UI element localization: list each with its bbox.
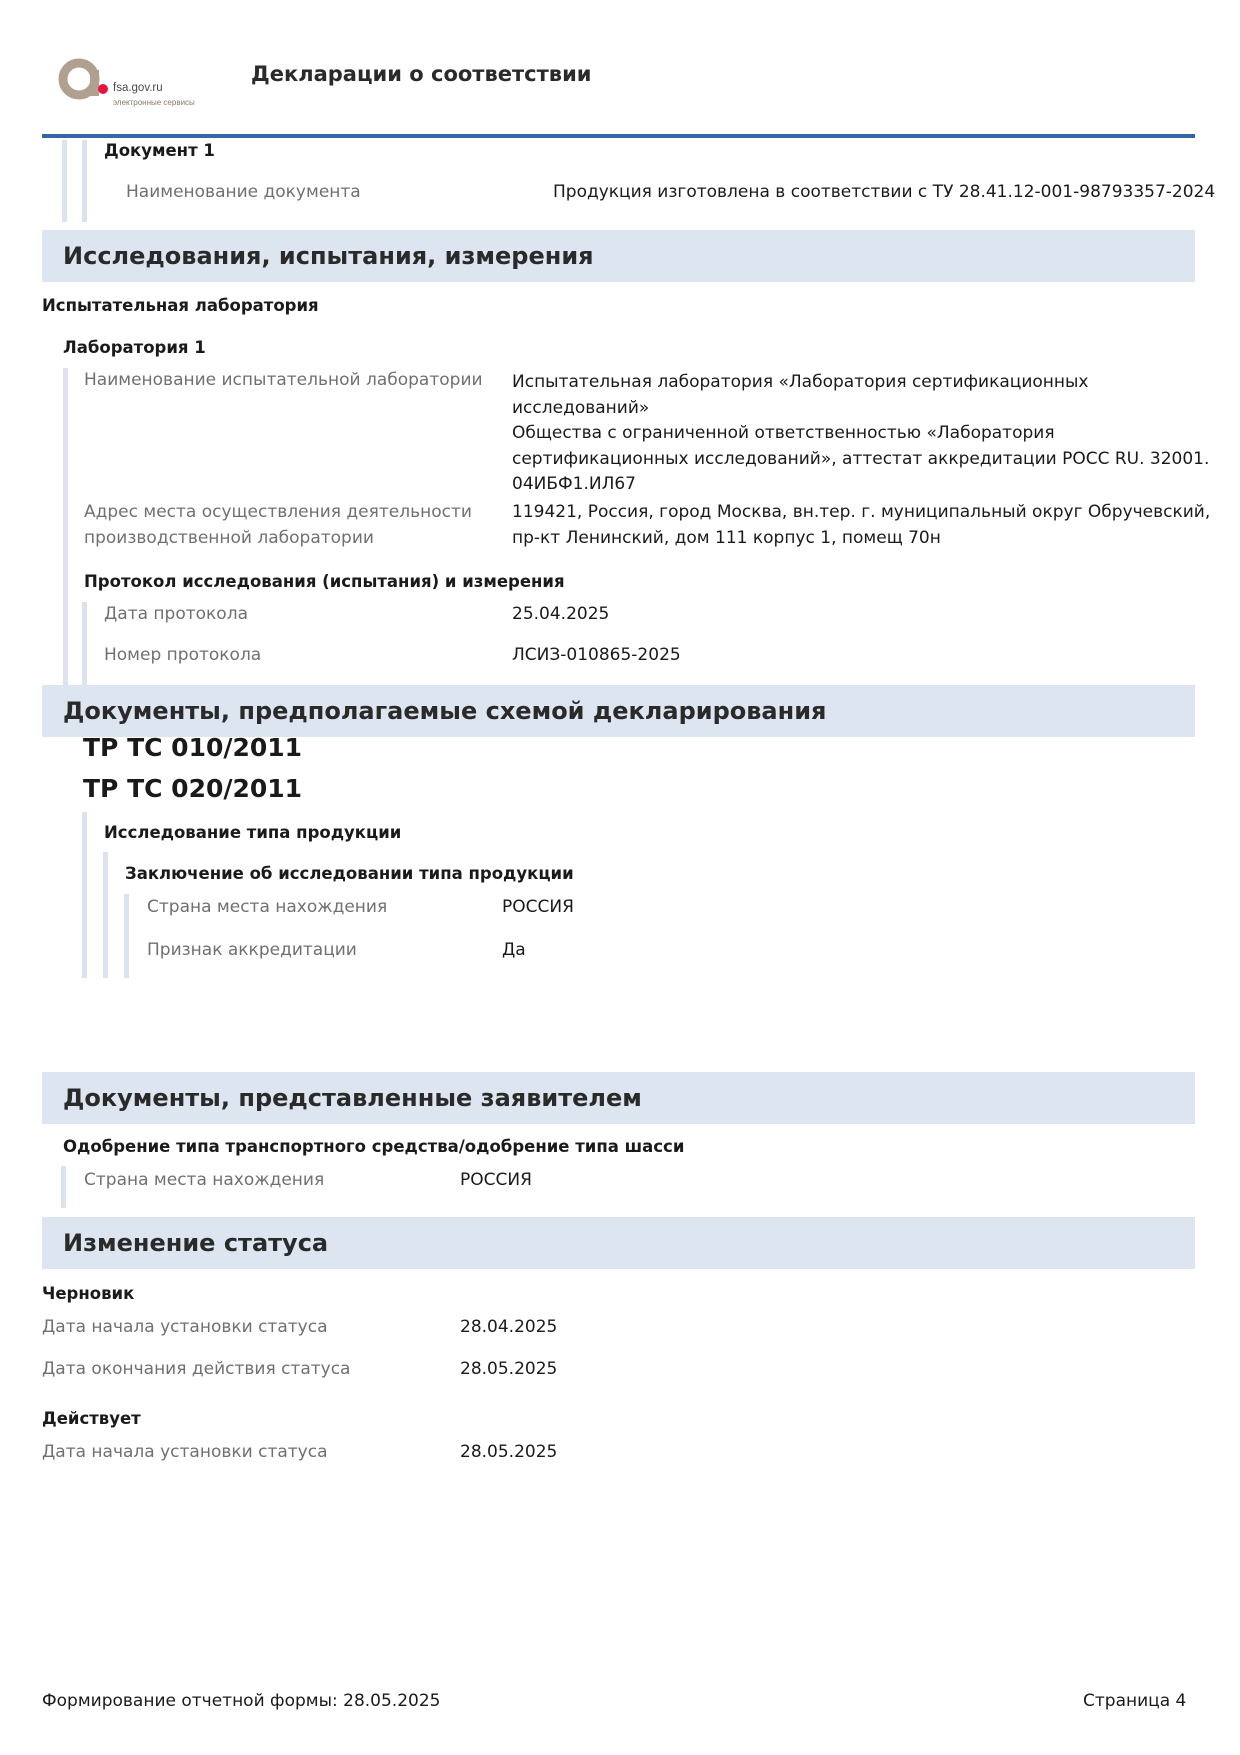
protocol-heading: Протокол исследования (испытания) и измерения bbox=[84, 572, 565, 591]
lab-name-label: Наименование испытательной лаборатории bbox=[84, 370, 483, 390]
lab-name-value bbox=[512, 370, 1209, 498]
lab-address-line: пр-кт Ленинский, дом 111 корпус 1, помещ 70н bbox=[512, 528, 941, 548]
approval-country-label: Страна места нахождения bbox=[84, 1170, 325, 1190]
lab-heading: Испытательная лаборатория bbox=[42, 296, 319, 315]
logo-domain: fsa.gov.ru bbox=[113, 82, 163, 94]
document-bar-outer bbox=[62, 140, 67, 222]
document-name-value: Продукция изготовлена в соответствии с ТУ 28.41.12-001-98793357-2024 bbox=[553, 182, 1216, 202]
conclusion-country-label: Страна места нахождения bbox=[147, 897, 388, 917]
page-title: Декларации о соответствии bbox=[251, 62, 592, 86]
protocol-number-value: ЛСИЗ-010865-2025 bbox=[512, 645, 681, 665]
section-research-title: Исследования, испытания, измерения bbox=[63, 242, 594, 270]
lab-address-line: 119421, Россия, город Москва, вн.тер. г. муниципальный округ Обручевский, bbox=[512, 502, 1211, 522]
lab-bar bbox=[63, 368, 68, 688]
draft-end-value: 28.05.2025 bbox=[460, 1359, 558, 1379]
status-draft-heading: Черновик bbox=[42, 1284, 135, 1303]
draft-start-value: 28.04.2025 bbox=[460, 1317, 558, 1337]
section-research bbox=[42, 230, 1195, 282]
protocol-bar bbox=[82, 602, 87, 688]
active-start-label: Дата начала установки статуса bbox=[42, 1442, 328, 1462]
conclusion-heading: Заключение об исследовании типа продукции bbox=[125, 864, 574, 883]
section-scheme-docs bbox=[42, 685, 1195, 737]
draft-start-label: Дата начала установки статуса bbox=[42, 1317, 328, 1337]
regulation-1: ТР ТС 010/2011 bbox=[83, 733, 303, 762]
regulation-2: ТР ТС 020/2011 bbox=[83, 774, 303, 803]
section-status-change bbox=[42, 1217, 1195, 1269]
conclusion-bar bbox=[103, 852, 108, 978]
conclusion-country-value: РОССИЯ bbox=[502, 897, 574, 917]
protocol-number-label: Номер протокола bbox=[104, 645, 262, 665]
type-study-heading: Исследование типа продукции bbox=[104, 823, 402, 842]
fsa-logo bbox=[58, 56, 218, 112]
accreditation-value: Да bbox=[502, 940, 526, 960]
approval-country-value: РОССИЯ bbox=[460, 1170, 532, 1190]
lab-address-value bbox=[512, 499, 1210, 551]
section-applicant-docs bbox=[42, 1072, 1195, 1124]
lab-address-label-line: производственной лаборатории bbox=[84, 528, 374, 548]
active-start-value: 28.05.2025 bbox=[460, 1442, 558, 1462]
footer-generated-date: Формирование отчетной формы: 28.05.2025 bbox=[42, 1691, 441, 1711]
section-applicant-docs-title: Документы, представленные заявителем bbox=[63, 1084, 642, 1112]
header-divider bbox=[42, 134, 1195, 138]
lab-address-label bbox=[84, 499, 472, 551]
section-scheme-docs-title: Документы, предполагаемые схемой декларирования bbox=[63, 697, 827, 725]
accreditation-label: Признак аккредитации bbox=[147, 940, 357, 960]
protocol-date-value: 25.04.2025 bbox=[512, 604, 610, 624]
protocol-date-label: Дата протокола bbox=[104, 604, 248, 624]
header bbox=[0, 0, 1240, 140]
type-study-bar bbox=[82, 812, 87, 978]
section-status-change-title: Изменение статуса bbox=[63, 1229, 329, 1257]
lab-name-line: исследований» bbox=[512, 397, 650, 418]
logo-tagline: электронные сервисы bbox=[113, 98, 195, 107]
lab-1-title: Лаборатория 1 bbox=[63, 338, 206, 357]
document-name-label: Наименование документа bbox=[126, 182, 361, 202]
lab-name-line: Общества с ограниченной ответственностью «Лаборатория bbox=[512, 423, 1055, 443]
footer-page-number: Страница 4 bbox=[1083, 1691, 1187, 1711]
approval-heading: Одобрение типа транспортного средства/одобрение типа шасси bbox=[63, 1137, 685, 1156]
lab-address-label-line: Адрес места осуществления деятельности bbox=[84, 502, 472, 522]
lab-name-line: Испытательная лаборатория «Лаборатория сертификационных bbox=[512, 372, 1089, 392]
lab-name-line: 04ИБФ1.ИЛ67 bbox=[512, 474, 636, 494]
status-active-heading: Действует bbox=[42, 1409, 141, 1428]
approval-bar bbox=[61, 1166, 66, 1208]
document-1-title: Документ 1 bbox=[104, 141, 215, 160]
document-bar-inner bbox=[82, 140, 87, 222]
fsa-logo-icon bbox=[58, 56, 110, 102]
draft-end-label: Дата окончания действия статуса bbox=[42, 1359, 351, 1379]
conclusion-fields-bar bbox=[124, 894, 129, 978]
lab-name-line: сертификационных исследований», аттестат аккредитации РОСС RU. 32001. bbox=[512, 448, 1210, 469]
